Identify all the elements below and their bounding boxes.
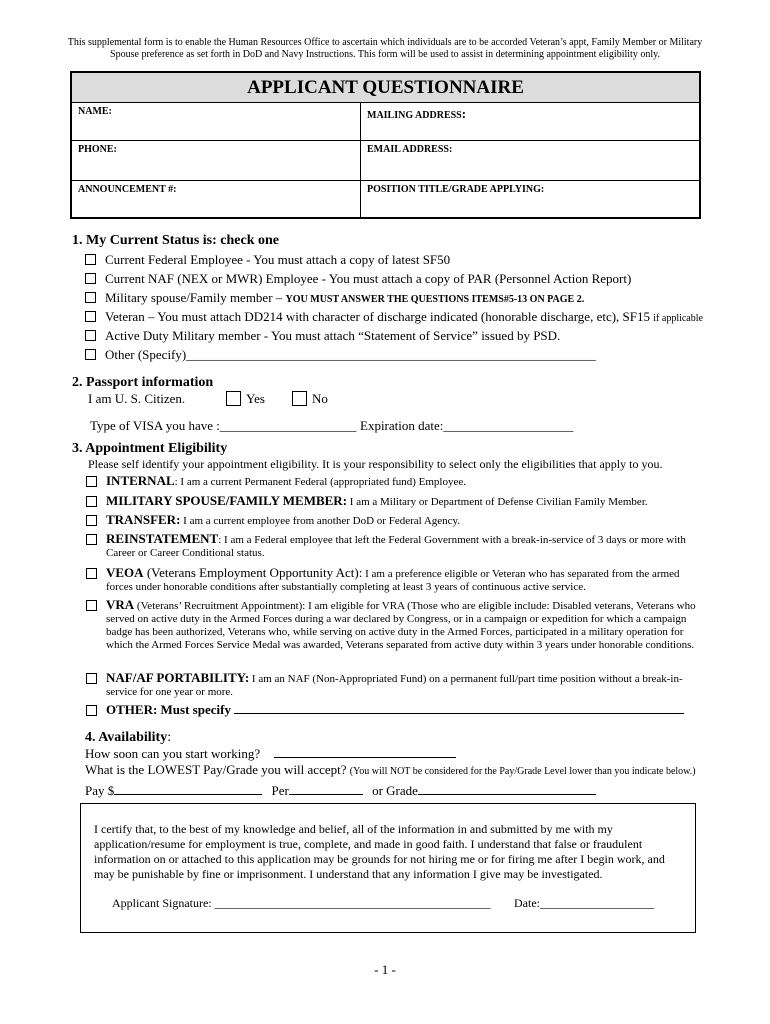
signature-field[interactable]: Applicant Signature: ______________________________________________ (112, 896, 491, 910)
email-field[interactable] (361, 141, 699, 180)
milspouse-text: I am a Military or Department of Defense Civilian Family Member. (347, 496, 648, 508)
naf-lead: NAF/AF PORTABILITY: (106, 670, 250, 685)
position-title-label: POSITION TITLE/GRADE APPLYING: (367, 184, 545, 195)
section-1-title: 1. My Current Status is: check one (72, 233, 280, 248)
other-lead: OTHER: Must specify (106, 702, 231, 717)
per-label: Per (271, 783, 289, 798)
grade-line[interactable] (418, 785, 596, 795)
header-row-2 (72, 141, 699, 181)
citizen-no-label: No (312, 391, 328, 406)
status-veteran-note: if applicable (653, 313, 703, 324)
eligibility-vra (86, 598, 701, 652)
name-field[interactable] (72, 103, 361, 140)
visa-type-field[interactable]: Type of VISA you have :_____________________ (90, 418, 357, 433)
checkbox-veoa[interactable] (86, 568, 97, 579)
checkbox-internal[interactable] (86, 476, 97, 487)
checkbox-other[interactable] (85, 349, 96, 360)
announcement-label: ANNOUNCEMENT #: (78, 184, 177, 195)
form-title: APPLICANT QUESTIONNAIRE (72, 73, 699, 103)
section-4-title-colon: : (167, 730, 172, 745)
checkbox-vra[interactable] (86, 600, 97, 611)
status-option-active-duty (85, 328, 560, 344)
status-option-federal (85, 252, 450, 268)
checkbox-transfer[interactable] (86, 515, 97, 526)
section-4-title-text: 4. Availability (85, 730, 168, 745)
date-field[interactable]: Date:___________________ (514, 896, 654, 910)
checkbox-federal[interactable] (85, 254, 96, 265)
vra-lead: VRA (106, 597, 135, 612)
status-naf-label: Current NAF (NEX or MWR) Employee - You must attach a copy of PAR (Personnel Action Report) (105, 271, 632, 286)
section-2-title: 2. Passport information (72, 375, 214, 390)
reinstatement-lead: REINSTATEMENT (106, 531, 219, 546)
lowest-grade-label: What is the LOWEST Pay/Grade you will accept? (85, 762, 350, 777)
vra-text: (Veterans’ Recruitment Appointment): I am eligible for VRA (Those who are eligible include: Disabled veterans, Veterans who served on active duty in the Armed Forces during a war declared by Congress, or in a campaign or expedition for which a campaign badge has been authorized, Veterans who, while serving on active duty in the Armed Forces, participated in a military operation for which the Armed Forces Service Medal was awarded, Veterans separated from active duty within 3 years under honorable conditions. (106, 600, 696, 651)
eligibility-naf-portability (86, 671, 701, 699)
pay-grade-row (85, 783, 596, 799)
status-military-spouse-note: YOU MUST ANSWER THE QUESTIONS ITEMS#5-13 ON PAGE 2. (285, 294, 585, 305)
visa-expiration-field[interactable]: Expiration date:____________________ (360, 418, 574, 433)
checkbox-citizen-yes[interactable] (226, 391, 241, 406)
name-label: NAME: (78, 106, 112, 117)
header-row-3 (72, 181, 699, 218)
status-veteran-label: Veteran – You must attach DD214 with character of discharge indicated (honorable discharge, etc), SF15 (105, 309, 654, 324)
mailing-address-label: MAILING ADDRESS (367, 110, 462, 121)
reinstatement-text: : I am a Federal employee that left the Federal Government with a break-in-service of 3 days or more with Career or Career Conditional status. (106, 534, 686, 559)
citizen-yes-option (226, 391, 265, 407)
status-federal-label: Current Federal Employee - You must attach a copy of latest SF50 (105, 252, 451, 267)
position-title-field[interactable] (361, 181, 699, 218)
eligibility-military-spouse (86, 494, 701, 509)
milspouse-lead: MILITARY SPOUSE/FAMILY MEMBER: (106, 493, 348, 508)
eligibility-intro: Please self identify your appointment eligibility. It is your responsibility to select only the eligibilities that apply to you. (88, 457, 663, 471)
checkbox-reinstatement[interactable] (86, 534, 97, 545)
lowest-grade-note: (You will NOT be considered for the Pay/Grade Level lower than you indicate below.) (349, 766, 696, 777)
citizen-yes-label: Yes (246, 391, 265, 406)
eligibility-transfer (86, 513, 701, 528)
grade-label: or Grade (372, 783, 418, 798)
status-option-other (85, 347, 596, 363)
internal-lead: INTERNAL (106, 473, 175, 488)
start-working-question (85, 746, 456, 762)
transfer-text: I am a current employee from another DoD or Federal Agency. (180, 515, 461, 527)
veoa-paren: (Veterans Employment Opportunity Act): (143, 565, 363, 580)
intro-text: This supplemental form is to enable the Human Resources Office to ascertain which individuals are to be accorded Veteran’s appt, Family Member or Military Spouse preference as set forth in DoD and Navy Instructions. This form will be used to assist in determining appointment eligibility only. (67, 37, 703, 60)
phone-label: PHONE: (78, 144, 117, 155)
section-4-title (85, 730, 171, 746)
mailing-address-field[interactable] (361, 103, 699, 140)
status-other-label: Other (Specify)_______________________________________________________________ (105, 347, 596, 362)
veoa-lead: VEOA (106, 565, 144, 580)
certification-box (80, 803, 696, 933)
checkbox-naf-portability[interactable] (86, 673, 97, 684)
checkbox-military-spouse[interactable] (85, 292, 96, 303)
checkbox-veteran[interactable] (85, 311, 96, 322)
announcement-field[interactable] (72, 181, 361, 218)
checkbox-active-duty[interactable] (85, 330, 96, 341)
checkbox-eligibility-other[interactable] (86, 705, 97, 716)
pay-line[interactable] (114, 785, 262, 795)
eligibility-internal (86, 474, 701, 489)
certification-text: I certify that, to the best of my knowledge and belief, all of the information in and submitted by me with my application/resume for employment is true, complete, and made in good faith. I understand that false or fraudulent information on or attached to this application may be grounds for not hiring me or for firing me after I begin work, and may be punishable by fine or imprisonment. I understand that any information I give may be investigated. (94, 822, 665, 881)
checkbox-naf[interactable] (85, 273, 96, 284)
eligibility-veoa (86, 566, 701, 594)
section-3-title: 3. Appointment Eligibility (72, 441, 228, 456)
checkbox-military-spouse-eligibility[interactable] (86, 496, 97, 507)
page-number: - 1 - (374, 962, 396, 977)
lowest-grade-question (85, 762, 696, 778)
status-option-veteran (85, 309, 703, 325)
eligibility-reinstatement (86, 532, 701, 560)
pay-label: Pay $ (85, 783, 115, 798)
veoa-text: I am a preference eligible or Veteran who has separated from the armed forces under honorable conditions after substantially completing at least 3 years of continuous active service. (106, 568, 680, 593)
status-active-duty-label: Active Duty Military member - You must attach “Statement of Service” issued by PSD. (105, 328, 561, 343)
per-line[interactable] (289, 785, 363, 795)
email-label: EMAIL ADDRESS: (367, 144, 453, 155)
internal-text: : I am a current Permanent Federal (appropriated fund) Employee. (174, 476, 467, 488)
transfer-lead: TRANSFER: (106, 512, 181, 527)
start-working-label: How soon can you start working? (85, 746, 261, 761)
checkbox-citizen-no[interactable] (292, 391, 307, 406)
status-option-naf (85, 271, 631, 287)
eligibility-other (86, 703, 701, 718)
applicant-info-table (70, 71, 701, 219)
start-working-line[interactable] (274, 748, 456, 758)
phone-field[interactable] (72, 141, 361, 180)
other-specify-line[interactable] (234, 704, 684, 714)
mailing-address-colon: : (461, 106, 467, 121)
citizen-label: I am U. S. Citizen. (88, 391, 186, 406)
naf-text: I am an NAF (Non-Appropriated Fund) on a permanent full/part time position without a break-in-service for one year or more. (106, 673, 683, 698)
status-option-military-spouse (85, 290, 584, 306)
status-military-spouse-label: Military spouse/Family member – (105, 290, 286, 305)
citizen-no-option (292, 391, 328, 407)
header-row-1 (72, 103, 699, 141)
